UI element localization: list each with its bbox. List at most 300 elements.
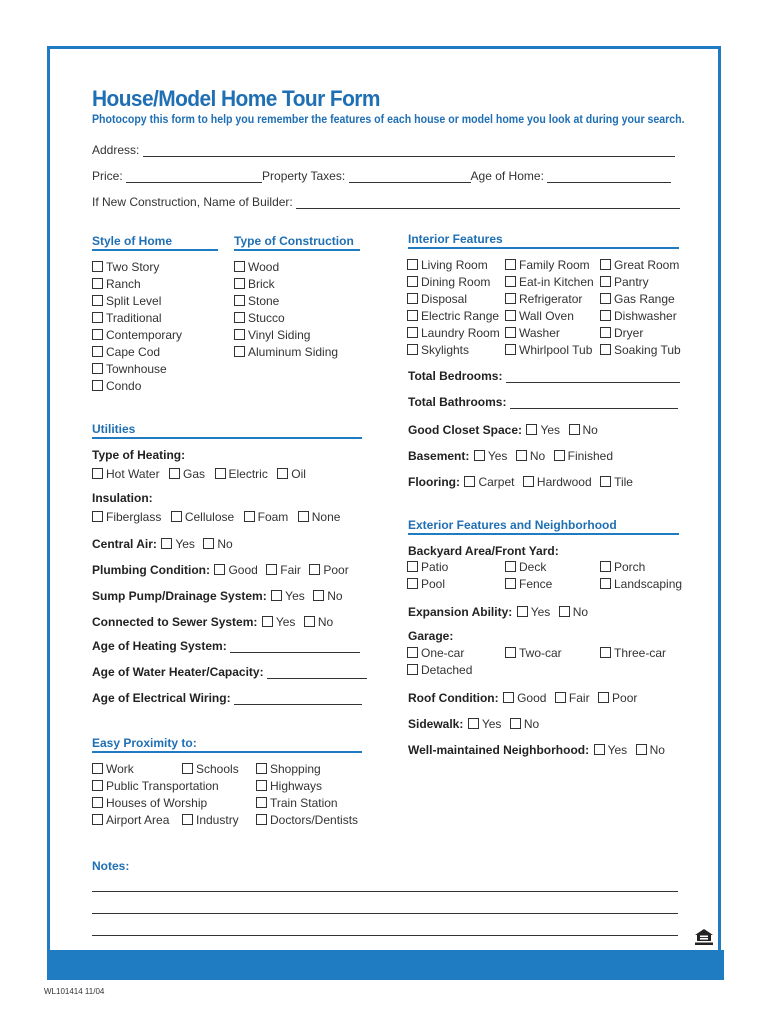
- divider: [92, 751, 362, 753]
- checkbox[interactable]: [161, 538, 172, 549]
- checkbox[interactable]: [468, 718, 479, 729]
- construction-option[interactable]: [234, 277, 338, 294]
- style-option[interactable]: [92, 379, 182, 396]
- checkbox[interactable]: [407, 310, 418, 321]
- option-label: No: [572, 605, 589, 619]
- total-bathrooms-field[interactable]: [510, 398, 678, 409]
- option-label: One-car: [421, 646, 465, 660]
- option-label: Detached: [421, 663, 473, 677]
- backyard-option[interactable]: [505, 560, 552, 577]
- checkbox[interactable]: [505, 578, 516, 589]
- checkbox[interactable]: [600, 476, 611, 487]
- age-of-home-field[interactable]: [547, 172, 671, 183]
- flooring-label: Flooring:: [408, 475, 460, 489]
- notes-heading: Notes:: [92, 859, 130, 873]
- utilities-heading: Utilities: [92, 422, 136, 436]
- sidewalk-option[interactable]: [510, 717, 539, 731]
- checkbox[interactable]: [505, 310, 516, 321]
- option-label: Landscaping: [614, 577, 683, 591]
- checkbox[interactable]: [474, 450, 485, 461]
- option-label: Ranch: [106, 277, 141, 291]
- property-taxes-field[interactable]: [349, 172, 471, 183]
- age-water-heater-row: [92, 665, 367, 679]
- construction-list: [234, 260, 338, 362]
- checkbox[interactable]: [516, 450, 527, 461]
- checkbox[interactable]: [598, 692, 609, 703]
- sidewalk-label: Sidewalk:: [408, 717, 464, 731]
- basement-option[interactable]: [516, 449, 545, 463]
- central-air-row: [92, 535, 233, 553]
- roof-option[interactable]: [503, 691, 546, 705]
- option-label: Whirlpool Tub: [519, 343, 593, 357]
- checkbox[interactable]: [262, 616, 273, 627]
- age-wiring-label: Age of Electrical Wiring:: [92, 691, 231, 705]
- checkbox[interactable]: [298, 511, 309, 522]
- bottom-bar: [47, 950, 724, 980]
- address-row: [92, 143, 675, 157]
- plumbing-option[interactable]: [309, 563, 348, 577]
- option-label: Disposal: [421, 292, 468, 306]
- checkbox[interactable]: [92, 312, 103, 323]
- plumbing-row: [92, 561, 349, 579]
- backyard-label: Backyard Area/Front Yard:: [408, 544, 559, 558]
- checkbox[interactable]: [407, 259, 418, 270]
- price-field[interactable]: [126, 172, 262, 183]
- proximity-option[interactable]: [182, 762, 239, 776]
- checkbox[interactable]: [234, 312, 245, 323]
- interior-option[interactable]: [505, 343, 594, 360]
- checkbox[interactable]: [600, 344, 611, 355]
- checkbox[interactable]: [203, 538, 214, 549]
- option-label: Laundry Room: [421, 326, 500, 340]
- sewer-option[interactable]: [262, 615, 296, 629]
- interior-option[interactable]: [600, 275, 681, 292]
- proximity-heading: Easy Proximity to:: [92, 736, 197, 750]
- roof-option[interactable]: [598, 691, 637, 705]
- style-option[interactable]: [92, 260, 182, 277]
- closet-label: Good Closet Space:: [408, 423, 523, 437]
- option-label: Porch: [614, 560, 646, 574]
- neighborhood-row: [408, 741, 665, 759]
- checkbox[interactable]: [169, 468, 180, 479]
- checkbox[interactable]: [600, 276, 611, 287]
- checkbox[interactable]: [92, 261, 103, 272]
- sidewalk-option[interactable]: [468, 717, 502, 731]
- checkbox[interactable]: [92, 363, 103, 374]
- checkbox[interactable]: [92, 346, 103, 357]
- checkbox[interactable]: [234, 346, 245, 357]
- option-label: Pool: [421, 577, 446, 591]
- interior-option[interactable]: [407, 326, 500, 343]
- checkbox[interactable]: [182, 814, 193, 825]
- checkbox[interactable]: [505, 327, 516, 338]
- checkbox[interactable]: [505, 276, 516, 287]
- interior-option[interactable]: [600, 258, 681, 275]
- checkbox[interactable]: [313, 590, 324, 601]
- option-label: Airport Area: [106, 813, 170, 827]
- option-label: Yes: [481, 717, 502, 731]
- flooring-row: [408, 473, 633, 491]
- checkbox[interactable]: [407, 276, 418, 287]
- interior-heading: Interior Features: [408, 232, 503, 246]
- garage-option[interactable]: [407, 663, 472, 677]
- checkbox[interactable]: [92, 468, 103, 479]
- insulation-option[interactable]: [171, 510, 234, 524]
- interior-option[interactable]: [600, 343, 681, 360]
- sewer-option[interactable]: [304, 615, 333, 629]
- option-label: Stone: [248, 294, 280, 308]
- style-of-home-heading: Style of Home: [92, 234, 173, 248]
- divider: [408, 533, 679, 535]
- checkbox[interactable]: [271, 590, 282, 601]
- checkbox[interactable]: [407, 664, 418, 675]
- option-label: Hardwood: [536, 475, 592, 489]
- construction-option[interactable]: [234, 260, 338, 277]
- proximity-option[interactable]: [256, 796, 358, 813]
- checkbox[interactable]: [505, 293, 516, 304]
- heating-option[interactable]: [169, 467, 205, 481]
- option-label: No: [582, 423, 598, 437]
- option-label: Patio: [421, 560, 449, 574]
- garage-option[interactable]: [505, 646, 562, 660]
- insulation-option[interactable]: [244, 510, 289, 524]
- sewer-row: [92, 613, 333, 631]
- interior-option[interactable]: [600, 309, 681, 326]
- checkbox[interactable]: [215, 468, 226, 479]
- address-label: Address:: [92, 143, 140, 157]
- option-label: Condo: [106, 379, 142, 393]
- garage-option[interactable]: [600, 646, 666, 660]
- option-label: Cape Cod: [106, 345, 161, 359]
- checkbox[interactable]: [407, 561, 418, 572]
- proximity-option[interactable]: [182, 813, 239, 827]
- roof-option[interactable]: [555, 691, 590, 705]
- checkbox[interactable]: [234, 278, 245, 289]
- option-label: Yes: [530, 605, 551, 619]
- sewer-label: Connected to Sewer System:: [92, 615, 258, 629]
- heating-option[interactable]: [92, 467, 160, 481]
- checkbox[interactable]: [92, 380, 103, 391]
- checkbox[interactable]: [277, 468, 288, 479]
- age-heating-field[interactable]: [230, 642, 360, 653]
- checkbox[interactable]: [510, 718, 521, 729]
- neighborhood-option[interactable]: [636, 743, 665, 757]
- builder-field[interactable]: [296, 198, 680, 209]
- option-label: Deck: [519, 560, 547, 574]
- basement-option[interactable]: [554, 449, 613, 463]
- age-heating-row: [92, 639, 360, 653]
- checkbox[interactable]: [92, 295, 103, 306]
- equal-housing-icon: [694, 928, 714, 946]
- checkbox[interactable]: [505, 647, 516, 658]
- checkbox[interactable]: [171, 511, 182, 522]
- checkbox[interactable]: [464, 476, 475, 487]
- checkbox[interactable]: [92, 814, 103, 825]
- checkbox[interactable]: [600, 259, 611, 270]
- age-wiring-field[interactable]: [234, 694, 362, 705]
- option-label: Good: [517, 691, 547, 705]
- checkbox[interactable]: [594, 744, 605, 755]
- checkbox[interactable]: [523, 476, 534, 487]
- checkbox[interactable]: [600, 647, 611, 658]
- basement-option[interactable]: [474, 449, 508, 463]
- central-air-label: Central Air:: [92, 537, 157, 551]
- garage-option[interactable]: [407, 646, 464, 660]
- backyard-col3: [600, 560, 682, 594]
- roof-label: Roof Condition:: [408, 691, 499, 705]
- checkbox[interactable]: [503, 692, 514, 703]
- insulation-option[interactable]: [92, 510, 161, 524]
- flooring-option[interactable]: [523, 475, 592, 489]
- central-air-option[interactable]: [161, 537, 195, 551]
- style-of-home-list: [92, 260, 182, 396]
- plumbing-option[interactable]: [214, 563, 257, 577]
- option-label: Yes: [540, 423, 561, 437]
- checkbox[interactable]: [214, 564, 225, 575]
- option-label: Washer: [519, 326, 560, 340]
- expansion-option[interactable]: [517, 605, 551, 619]
- total-bedrooms-label: Total Bedrooms:: [408, 369, 503, 383]
- checkbox[interactable]: [304, 616, 315, 627]
- checkbox[interactable]: [600, 561, 611, 572]
- interior-option[interactable]: [407, 275, 500, 292]
- checkbox[interactable]: [600, 578, 611, 589]
- checkbox[interactable]: [505, 344, 516, 355]
- address-field[interactable]: [143, 146, 675, 157]
- proximity-option[interactable]: [256, 779, 358, 796]
- style-option[interactable]: [92, 328, 182, 345]
- interior-option[interactable]: [600, 326, 681, 343]
- flooring-option[interactable]: [464, 475, 514, 489]
- price-row: [92, 169, 671, 183]
- checkbox[interactable]: [636, 744, 647, 755]
- checkbox[interactable]: [600, 327, 611, 338]
- option-label: Cellulose: [184, 510, 235, 524]
- option-label: Dryer: [614, 326, 644, 340]
- age-water-heater-field[interactable]: [267, 668, 367, 679]
- checkbox[interactable]: [92, 763, 103, 774]
- construction-option[interactable]: [234, 294, 338, 311]
- checkbox[interactable]: [407, 578, 418, 589]
- option-label: Poor: [323, 563, 349, 577]
- construction-option[interactable]: [234, 328, 338, 345]
- checkbox[interactable]: [555, 692, 566, 703]
- option-label: Great Room: [614, 258, 680, 272]
- style-option[interactable]: [92, 362, 182, 379]
- option-label: Finished: [567, 449, 613, 463]
- interior-col3: [600, 258, 681, 360]
- expansion-option[interactable]: [559, 605, 588, 619]
- closet-option[interactable]: [526, 423, 560, 437]
- closet-row: [408, 421, 598, 439]
- checkbox[interactable]: [244, 511, 255, 522]
- checkbox[interactable]: [256, 780, 267, 791]
- insulation-option[interactable]: [298, 510, 341, 524]
- checkbox[interactable]: [266, 564, 277, 575]
- option-label: Fair: [568, 691, 590, 705]
- checkbox[interactable]: [256, 814, 267, 825]
- checkbox[interactable]: [600, 310, 611, 321]
- interior-option[interactable]: [407, 309, 500, 326]
- divider: [408, 247, 679, 249]
- proximity-option[interactable]: [256, 762, 358, 779]
- builder-label: If New Construction, Name of Builder:: [92, 195, 293, 209]
- option-label: Pantry: [614, 275, 649, 289]
- checkbox[interactable]: [517, 606, 528, 617]
- construction-option[interactable]: [234, 345, 338, 362]
- checkbox[interactable]: [92, 780, 103, 791]
- style-option[interactable]: [92, 345, 182, 362]
- interior-option[interactable]: [407, 343, 500, 360]
- checkbox[interactable]: [559, 606, 570, 617]
- expansion-row: [408, 603, 588, 621]
- option-label: Work: [106, 762, 134, 776]
- interior-option[interactable]: [505, 275, 594, 292]
- sump-row: [92, 587, 343, 605]
- backyard-option[interactable]: [600, 577, 682, 594]
- interior-col2: [505, 258, 594, 360]
- construction-heading: Type of Construction: [234, 234, 354, 248]
- neighborhood-label: Well-maintained Neighborhood:: [408, 743, 590, 757]
- closet-option[interactable]: [569, 423, 598, 437]
- exterior-heading: Exterior Features and Neighborhood: [408, 518, 617, 532]
- checkbox[interactable]: [505, 259, 516, 270]
- option-label: Split Level: [106, 294, 162, 308]
- proximity-option[interactable]: [92, 779, 219, 796]
- age-of-home-label: Age of Home:: [470, 169, 544, 183]
- form-code: WL101414 11/04: [44, 987, 105, 996]
- flooring-option[interactable]: [600, 475, 633, 489]
- total-bedrooms-field[interactable]: [506, 372, 680, 383]
- checkbox[interactable]: [554, 450, 565, 461]
- option-label: Two-car: [519, 646, 562, 660]
- checkbox[interactable]: [526, 424, 537, 435]
- checkbox[interactable]: [182, 763, 193, 774]
- checkbox[interactable]: [505, 561, 516, 572]
- interior-option[interactable]: [505, 258, 594, 275]
- option-label: Townhouse: [106, 362, 167, 376]
- option-label: Fiberglass: [106, 510, 162, 524]
- checkbox[interactable]: [234, 329, 245, 340]
- central-air-option[interactable]: [203, 537, 232, 551]
- interior-option[interactable]: [505, 309, 594, 326]
- notes-line[interactable]: [92, 935, 678, 936]
- backyard-option[interactable]: [505, 577, 552, 594]
- backyard-option[interactable]: [407, 577, 448, 594]
- neighborhood-option[interactable]: [594, 743, 628, 757]
- proximity-option[interactable]: [256, 813, 358, 830]
- proximity-option[interactable]: [92, 796, 219, 813]
- checkbox[interactable]: [92, 511, 103, 522]
- checkbox[interactable]: [407, 344, 418, 355]
- sump-option[interactable]: [271, 589, 305, 603]
- checkbox[interactable]: [234, 295, 245, 306]
- page-title: House/Model Home Tour Form: [92, 86, 380, 111]
- option-label: Wall Oven: [519, 309, 574, 323]
- option-label: Yes: [487, 449, 508, 463]
- roof-row: [408, 689, 637, 707]
- option-label: Refrigerator: [519, 292, 583, 306]
- style-option[interactable]: [92, 277, 182, 294]
- sump-label: Sump Pump/Drainage System:: [92, 589, 267, 603]
- checkbox[interactable]: [92, 797, 103, 808]
- total-bathrooms-row: [408, 395, 678, 409]
- option-label: Schools: [196, 762, 239, 776]
- heating-label: Type of Heating:: [92, 448, 186, 462]
- builder-row: [92, 195, 680, 209]
- checkbox[interactable]: [600, 293, 611, 304]
- option-label: Family Room: [519, 258, 590, 272]
- interior-option[interactable]: [505, 292, 594, 309]
- checkbox[interactable]: [569, 424, 580, 435]
- construction-option[interactable]: [234, 311, 338, 328]
- checkbox[interactable]: [309, 564, 320, 575]
- basement-label: Basement:: [408, 449, 470, 463]
- style-option[interactable]: [92, 311, 182, 328]
- checkbox[interactable]: [256, 763, 267, 774]
- option-label: No: [217, 537, 233, 551]
- interior-option[interactable]: [505, 326, 594, 343]
- option-label: Electric: [228, 467, 268, 481]
- checkbox[interactable]: [92, 278, 103, 289]
- option-label: Highways: [270, 779, 323, 793]
- option-label: Soaking Tub: [614, 343, 681, 357]
- plumbing-option[interactable]: [266, 563, 301, 577]
- backyard-option[interactable]: [600, 560, 682, 577]
- option-label: Tile: [614, 475, 633, 489]
- heating-option[interactable]: [215, 467, 268, 481]
- expansion-label: Expansion Ability:: [408, 605, 513, 619]
- age-heating-label: Age of Heating System:: [92, 639, 227, 653]
- garage-label: Garage:: [408, 629, 454, 643]
- checkbox[interactable]: [256, 797, 267, 808]
- interior-option[interactable]: [407, 292, 500, 309]
- divider: [92, 437, 362, 439]
- checkbox[interactable]: [92, 329, 103, 340]
- option-label: Three-car: [614, 646, 667, 660]
- insulation-options: [92, 508, 340, 526]
- interior-option[interactable]: [600, 292, 681, 309]
- checkbox[interactable]: [407, 647, 418, 658]
- option-label: Train Station: [270, 796, 338, 810]
- checkbox[interactable]: [234, 261, 245, 272]
- notes-line[interactable]: [92, 891, 678, 892]
- option-label: No: [523, 717, 540, 731]
- checkbox[interactable]: [407, 293, 418, 304]
- option-label: Gas Range: [614, 292, 675, 306]
- interior-col1: [407, 258, 500, 360]
- option-label: Contemporary: [106, 328, 183, 342]
- option-label: Aluminum Siding: [248, 345, 339, 359]
- style-option[interactable]: [92, 294, 182, 311]
- proximity-col3: [256, 762, 358, 830]
- checkbox[interactable]: [407, 327, 418, 338]
- age-water-heater-label: Age of Water Heater/Capacity:: [92, 665, 264, 679]
- heating-option[interactable]: [277, 467, 306, 481]
- insulation-label: Insulation:: [92, 491, 153, 505]
- page-subtitle: Photocopy this form to help you remember the features of each house or model home you look at during your search.: [92, 114, 685, 126]
- option-label: Industry: [196, 813, 239, 827]
- interior-option[interactable]: [407, 258, 500, 275]
- sidewalk-row: [408, 715, 539, 733]
- basement-row: [408, 447, 613, 465]
- option-label: Yes: [607, 743, 628, 757]
- sump-option[interactable]: [313, 589, 342, 603]
- notes-line[interactable]: [92, 913, 678, 914]
- backyard-option[interactable]: [407, 560, 448, 577]
- option-label: Yes: [275, 615, 296, 629]
- option-label: Oil: [291, 467, 306, 481]
